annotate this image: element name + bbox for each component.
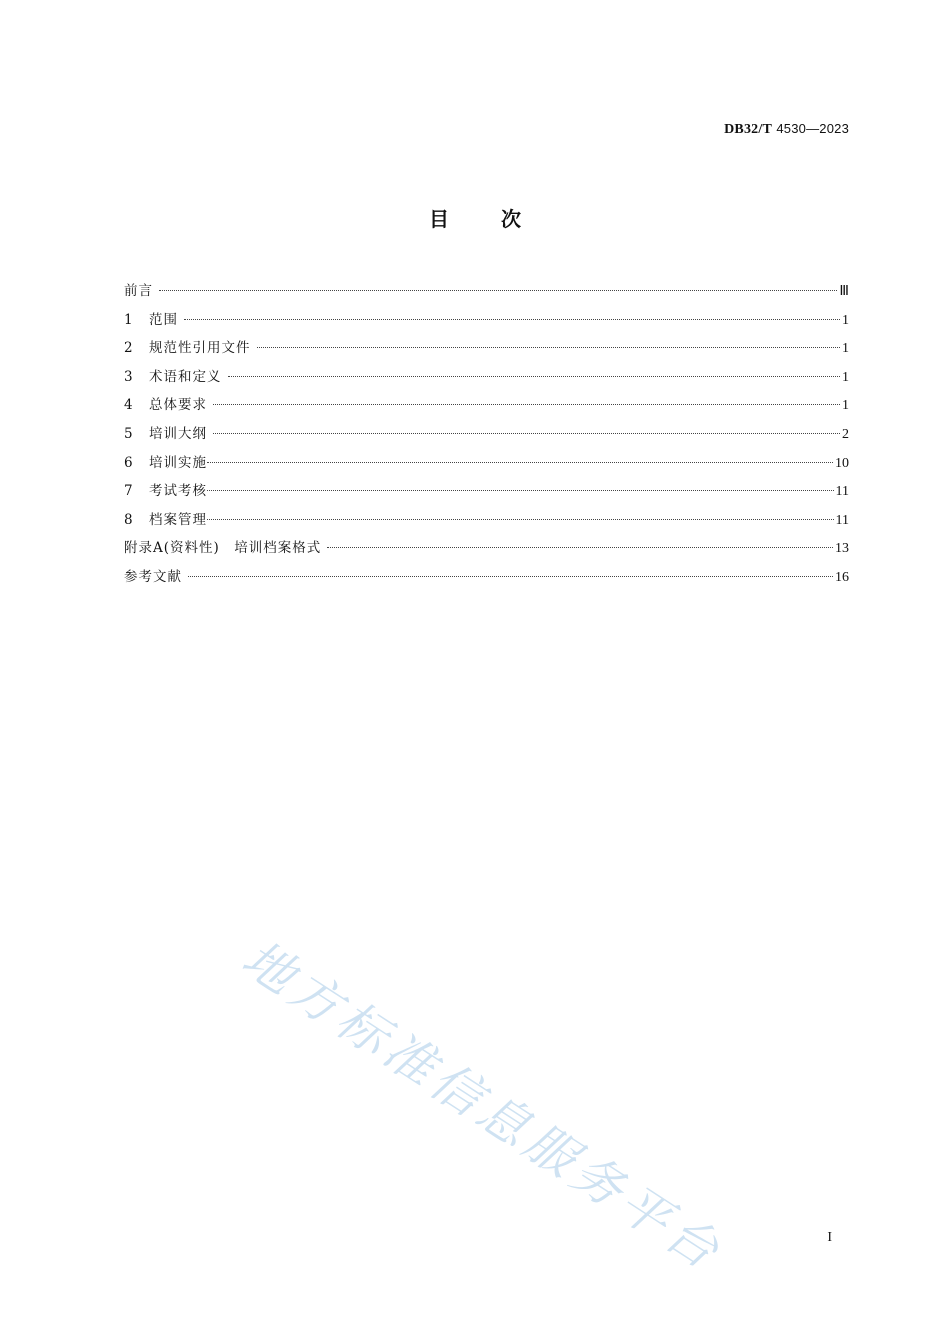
toc-entry-training-outline[interactable] xyxy=(124,422,849,451)
title-char-1: 目 xyxy=(429,207,449,231)
toc-entry-number: 4 xyxy=(124,397,133,414)
toc-entry-number: 5 xyxy=(124,425,133,442)
toc-entry-number: 1 xyxy=(124,311,133,328)
toc-entry-foreword[interactable] xyxy=(124,279,849,308)
toc-entry-page: 1 xyxy=(842,369,849,385)
toc-leader-dots xyxy=(228,376,841,377)
toc-entry-appendix-a[interactable] xyxy=(124,536,849,565)
standard-code xyxy=(724,121,849,138)
table-of-contents xyxy=(124,279,849,594)
toc-leader-dots xyxy=(327,547,833,548)
toc-entry-number: 7 xyxy=(124,483,133,500)
toc-entry-terms[interactable] xyxy=(124,365,849,394)
toc-leader-dots xyxy=(213,404,840,405)
toc-entry-page: 1 xyxy=(842,398,849,414)
toc-leader-dots xyxy=(159,290,837,291)
toc-entry-label: 培训实施 xyxy=(149,454,207,471)
toc-entry-label: 术语和定义 xyxy=(149,368,222,385)
standard-number: 4530—2023 xyxy=(776,121,849,136)
toc-entry-bibliography[interactable] xyxy=(124,565,849,594)
toc-leader-dots xyxy=(207,462,833,463)
toc-entry-number: 3 xyxy=(124,368,133,385)
toc-entry-label: 培训大纲 xyxy=(149,425,207,442)
toc-entry-scope[interactable] xyxy=(124,308,849,337)
toc-entry-training-implementation[interactable] xyxy=(124,451,849,480)
toc-entry-number: 2 xyxy=(124,340,133,357)
toc-entry-page: 10 xyxy=(835,455,849,471)
toc-entry-number: 6 xyxy=(124,454,133,471)
toc-entry-normative-references[interactable] xyxy=(124,336,849,365)
toc-leader-dots xyxy=(207,519,834,520)
toc-leader-dots xyxy=(188,576,833,577)
toc-entry-page: 1 xyxy=(842,312,849,328)
toc-entry-label: 档案管理 xyxy=(149,511,207,528)
toc-entry-page: 16 xyxy=(835,569,849,585)
toc-entry-label: 总体要求 xyxy=(149,397,207,414)
toc-entry-page: 11 xyxy=(835,484,849,500)
toc-entry-label: 前言 xyxy=(124,283,153,299)
toc-entry-label: 范围 xyxy=(149,311,178,328)
toc-entry-records[interactable] xyxy=(124,508,849,537)
toc-leader-dots xyxy=(257,347,841,348)
toc-entry-examination[interactable] xyxy=(124,479,849,508)
toc-entry-page: 11 xyxy=(835,512,849,528)
watermark-text: 地方标准信息服务平台 xyxy=(232,929,734,1283)
toc-leader-dots xyxy=(207,490,834,491)
toc-entry-page: Ⅲ xyxy=(839,284,849,299)
toc-entry-label: 参考文献 xyxy=(124,568,182,585)
page-title xyxy=(0,203,950,232)
toc-leader-dots xyxy=(213,433,840,434)
toc-entry-label: 规范性引用文件 xyxy=(149,340,251,357)
toc-leader-dots xyxy=(184,319,840,320)
toc-entry-page: 1 xyxy=(842,341,849,357)
page-number: I xyxy=(827,1230,832,1245)
toc-entry-number: 8 xyxy=(124,511,133,528)
standard-prefix: DB32/T xyxy=(724,122,773,137)
toc-entry-general-requirements[interactable] xyxy=(124,393,849,422)
toc-entry-label: 考试考核 xyxy=(149,483,207,500)
title-char-2: 次 xyxy=(501,207,521,231)
toc-entry-label: 附录A(资料性) 培训档案格式 xyxy=(124,540,322,557)
toc-entry-page: 13 xyxy=(835,541,849,557)
toc-entry-page: 2 xyxy=(842,426,849,442)
